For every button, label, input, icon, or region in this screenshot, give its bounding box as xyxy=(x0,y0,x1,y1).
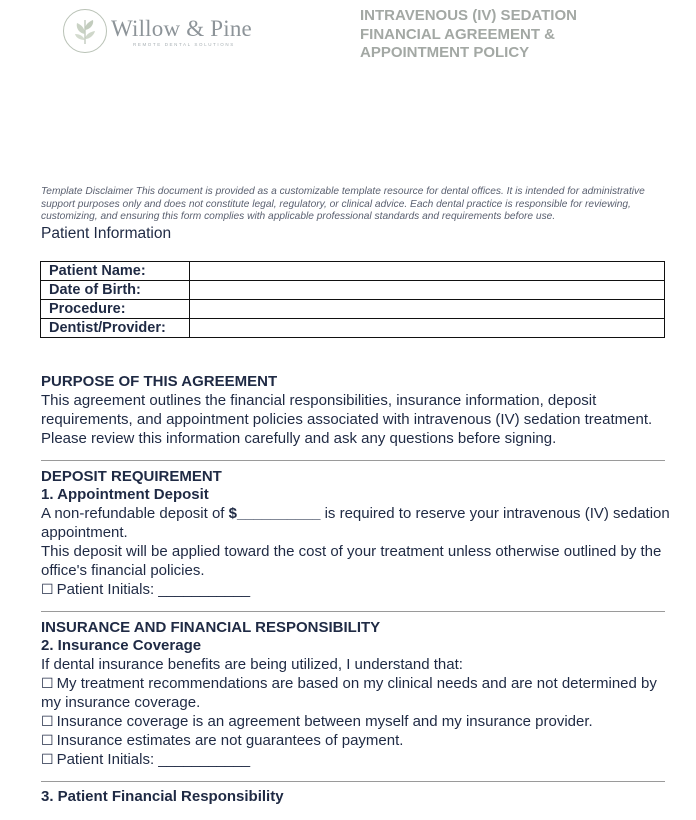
deposit-text xyxy=(41,504,671,542)
checkbox-icon[interactable]: ☐ xyxy=(41,751,54,767)
insurance-item[interactable] xyxy=(41,731,671,750)
template-disclaimer: Template Disclaimer This document is provided as a customizable template resource for dental offices. It is intended for administrative support purposes only and does not constitute legal, regulatory, or clinical advice. Each dental practice is responsible for reviewing, customizing, and ensuring this form complies with applicable professional standards and requirements before use. xyxy=(41,186,645,223)
checkbox-icon[interactable]: ☐ xyxy=(41,713,54,729)
initials-label: Patient Initials: ___________ xyxy=(56,581,251,598)
checkbox-icon[interactable]: ☐ xyxy=(41,732,54,748)
insurance-item-text: Insurance coverage is an agreement between myself and my insurance provider. xyxy=(56,713,593,730)
deposit-text-b: is required to reserve your intravenous (IV) sedation appointment. xyxy=(41,505,670,541)
procedure-field[interactable] xyxy=(190,300,665,319)
insurance-subheading: 2. Insurance Coverage xyxy=(41,637,202,654)
divider xyxy=(41,460,665,461)
document-title xyxy=(360,7,660,63)
leaf-icon xyxy=(63,9,107,53)
dentist-provider-field[interactable] xyxy=(190,319,665,338)
deposit-initials[interactable] xyxy=(41,580,671,599)
patient-name-label: Patient Name: xyxy=(41,262,190,281)
financial-responsibility-subheading: 3. Patient Financial Responsibility xyxy=(41,788,284,805)
date-of-birth-label: Date of Birth: xyxy=(41,281,190,300)
deposit-heading: DEPOSIT REQUIREMENT xyxy=(41,468,222,485)
initials-label: Patient Initials: ___________ xyxy=(56,751,251,768)
purpose-heading: PURPOSE OF THIS AGREEMENT xyxy=(41,373,278,390)
deposit-applied-text: This deposit will be applied toward the cost of your treatment unless otherwise outlined by the office's financial policies. xyxy=(41,543,662,579)
logo xyxy=(63,9,252,53)
patient-information-heading: Patient Information xyxy=(41,225,172,242)
deposit-amount-blank[interactable]: $__________ xyxy=(228,505,321,522)
checkbox-icon[interactable]: ☐ xyxy=(41,675,54,691)
purpose-text-review: Please review this information carefully and ask any questions before signing. xyxy=(41,430,557,447)
divider xyxy=(41,781,665,782)
table-row xyxy=(41,262,665,281)
table-row xyxy=(41,319,665,338)
deposit-text-a: A non-refundable deposit of xyxy=(41,505,229,522)
insurance-item[interactable] xyxy=(41,674,671,712)
deposit-subheading: 1. Appointment Deposit xyxy=(41,486,209,503)
table-row xyxy=(41,281,665,300)
logo-tagline: REMOTE DENTAL SOLUTIONS xyxy=(133,41,235,47)
procedure-label: Procedure: xyxy=(41,300,190,319)
insurance-intro: If dental insurance benefits are being utilized, I understand that: xyxy=(41,656,463,673)
insurance-item[interactable] xyxy=(41,712,671,731)
table-row xyxy=(41,300,665,319)
patient-name-field[interactable] xyxy=(190,262,665,281)
divider xyxy=(41,611,665,612)
purpose-text: This agreement outlines the financial responsibilities, insurance information, deposit requirements, and appointment policies associated with intravenous (IV) sedation treatment. xyxy=(41,392,653,428)
patient-info-table xyxy=(40,261,665,338)
title-line-1: INTRAVENOUS (IV) SEDATION xyxy=(360,7,577,24)
insurance-item-text: My treatment recommendations are based on my clinical needs and are not determined by my insurance coverage. xyxy=(41,675,657,711)
insurance-item-text: Insurance estimates are not guarantees of payment. xyxy=(56,732,404,749)
date-of-birth-field[interactable] xyxy=(190,281,665,300)
dentist-provider-label: Dentist/Provider: xyxy=(41,319,190,338)
document-body xyxy=(41,372,671,806)
insurance-heading: INSURANCE AND FINANCIAL RESPONSIBILITY xyxy=(41,619,381,636)
title-line-2: FINANCIAL AGREEMENT & xyxy=(360,25,555,43)
logo-name: Willow & Pine xyxy=(111,15,252,41)
insurance-initials[interactable] xyxy=(41,750,671,769)
title-line-3: APPOINTMENT POLICY xyxy=(360,44,530,61)
checkbox-icon[interactable]: ☐ xyxy=(41,581,54,597)
